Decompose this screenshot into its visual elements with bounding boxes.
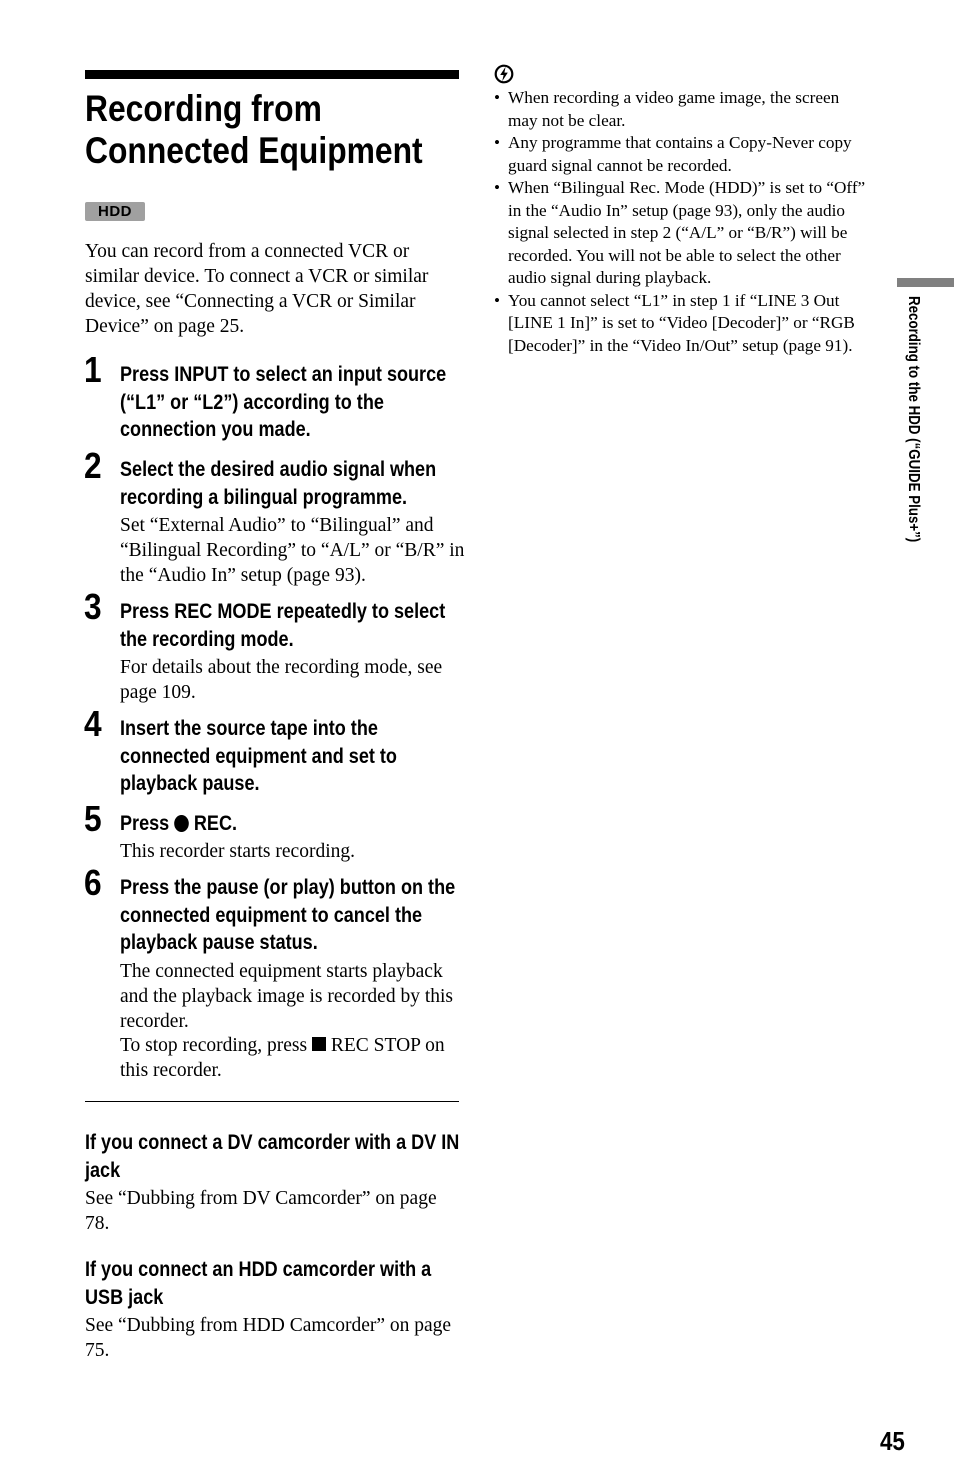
step-number-5: 5 — [84, 798, 102, 839]
step-number-4: 4 — [84, 703, 102, 744]
hdd-badge: HDD — [85, 202, 145, 221]
step-heading-5 — [120, 810, 460, 838]
step-number-1: 1 — [84, 349, 102, 390]
note-item: • When “Bilingual Rec. Mode (HDD)” is set to “Off” in the “Audio In” setup (page 93), only the audio signal selected in step 2 (“A/L” or “B/R”) will be recorded. You will not be able to select the other audio signal during playback. — [494, 177, 866, 290]
step-body-6: The connected equipment starts playback and the playback image is recorded by this recorder. — [120, 961, 454, 1032]
step-body-2: Set “External Audio” to “Bilingual” and “Bilingual Recording” to “A/L” or “B/R” in the “Audio In” setup (page 93). — [120, 515, 465, 586]
step-body-6-stop — [120, 1033, 465, 1083]
record-circle-icon — [174, 815, 189, 832]
title-rule — [85, 70, 459, 79]
step-body-3: For details about the recording mode, see page 109. — [120, 657, 443, 703]
intro-paragraph: You can record from a connected VCR or similar device. To connect a VCR or similar device, see “Connecting a VCR or Similar Device” on page 25. — [85, 241, 429, 337]
step-number-3: 3 — [84, 586, 102, 627]
stop-instruction-post: REC STOP on this recorder. — [120, 1035, 445, 1081]
stop-square-icon — [312, 1037, 326, 1051]
step-number-6: 6 — [84, 862, 102, 903]
notes-list — [494, 87, 866, 357]
step-body-5: This recorder starts recording. — [120, 841, 355, 862]
subsection-heading-hdd: If you connect an HDD camcorder with a USB jack — [85, 1258, 432, 1309]
step-5-press-label: Press — [120, 812, 170, 835]
side-tab-marker — [897, 278, 954, 287]
subsection-body-hdd: See “Dubbing from HDD Camcorder” on page 75. — [85, 1315, 452, 1361]
subsection-body-dv: See “Dubbing from DV Camcorder” on page 78. — [85, 1188, 437, 1234]
step-5-rec-label: REC. — [193, 812, 238, 835]
note-item: • You cannot select “L1” in step 1 if “LINE 3 Out [LINE 1 In]” is set to “Video [Decoder]” or “RGB [Decoder]” in the “Video In/Out” setup (page 91). — [494, 290, 866, 358]
step-heading-4: Insert the source tape into the connected equipment and set to playback pause. — [120, 717, 397, 795]
step-heading-2: Select the desired audio signal when recording a bilingual programme. — [120, 458, 437, 509]
note-item: • Any programme that contains a Copy-Never copy guard signal cannot be recorded. — [494, 132, 866, 177]
hint-icon — [494, 64, 514, 84]
step-number-2: 2 — [84, 445, 102, 486]
section-divider — [85, 1101, 459, 1102]
stop-instruction-pre: To stop recording, press — [120, 1035, 308, 1056]
step-heading-3: Press REC MODE repeatedly to select the recording mode. — [120, 600, 446, 651]
step-heading-1: Press INPUT to select an input source (“L1” or “L2”) according to the connection you made. — [120, 363, 447, 441]
step-heading-6: Press the pause (or play) button on the connected equipment to cancel the playback pause status. — [120, 876, 456, 954]
page-number: 45 — [880, 1426, 905, 1456]
page-title: Recording from Connected Equipment — [85, 88, 423, 171]
subsection-heading-dv: If you connect a DV camcorder with a DV IN jack — [85, 1131, 460, 1182]
note-item: • When recording a video game image, the screen may not be clear. — [494, 87, 866, 132]
side-tab-label: Recording to the HDD (“GUIDE Plus+”) — [905, 296, 922, 543]
